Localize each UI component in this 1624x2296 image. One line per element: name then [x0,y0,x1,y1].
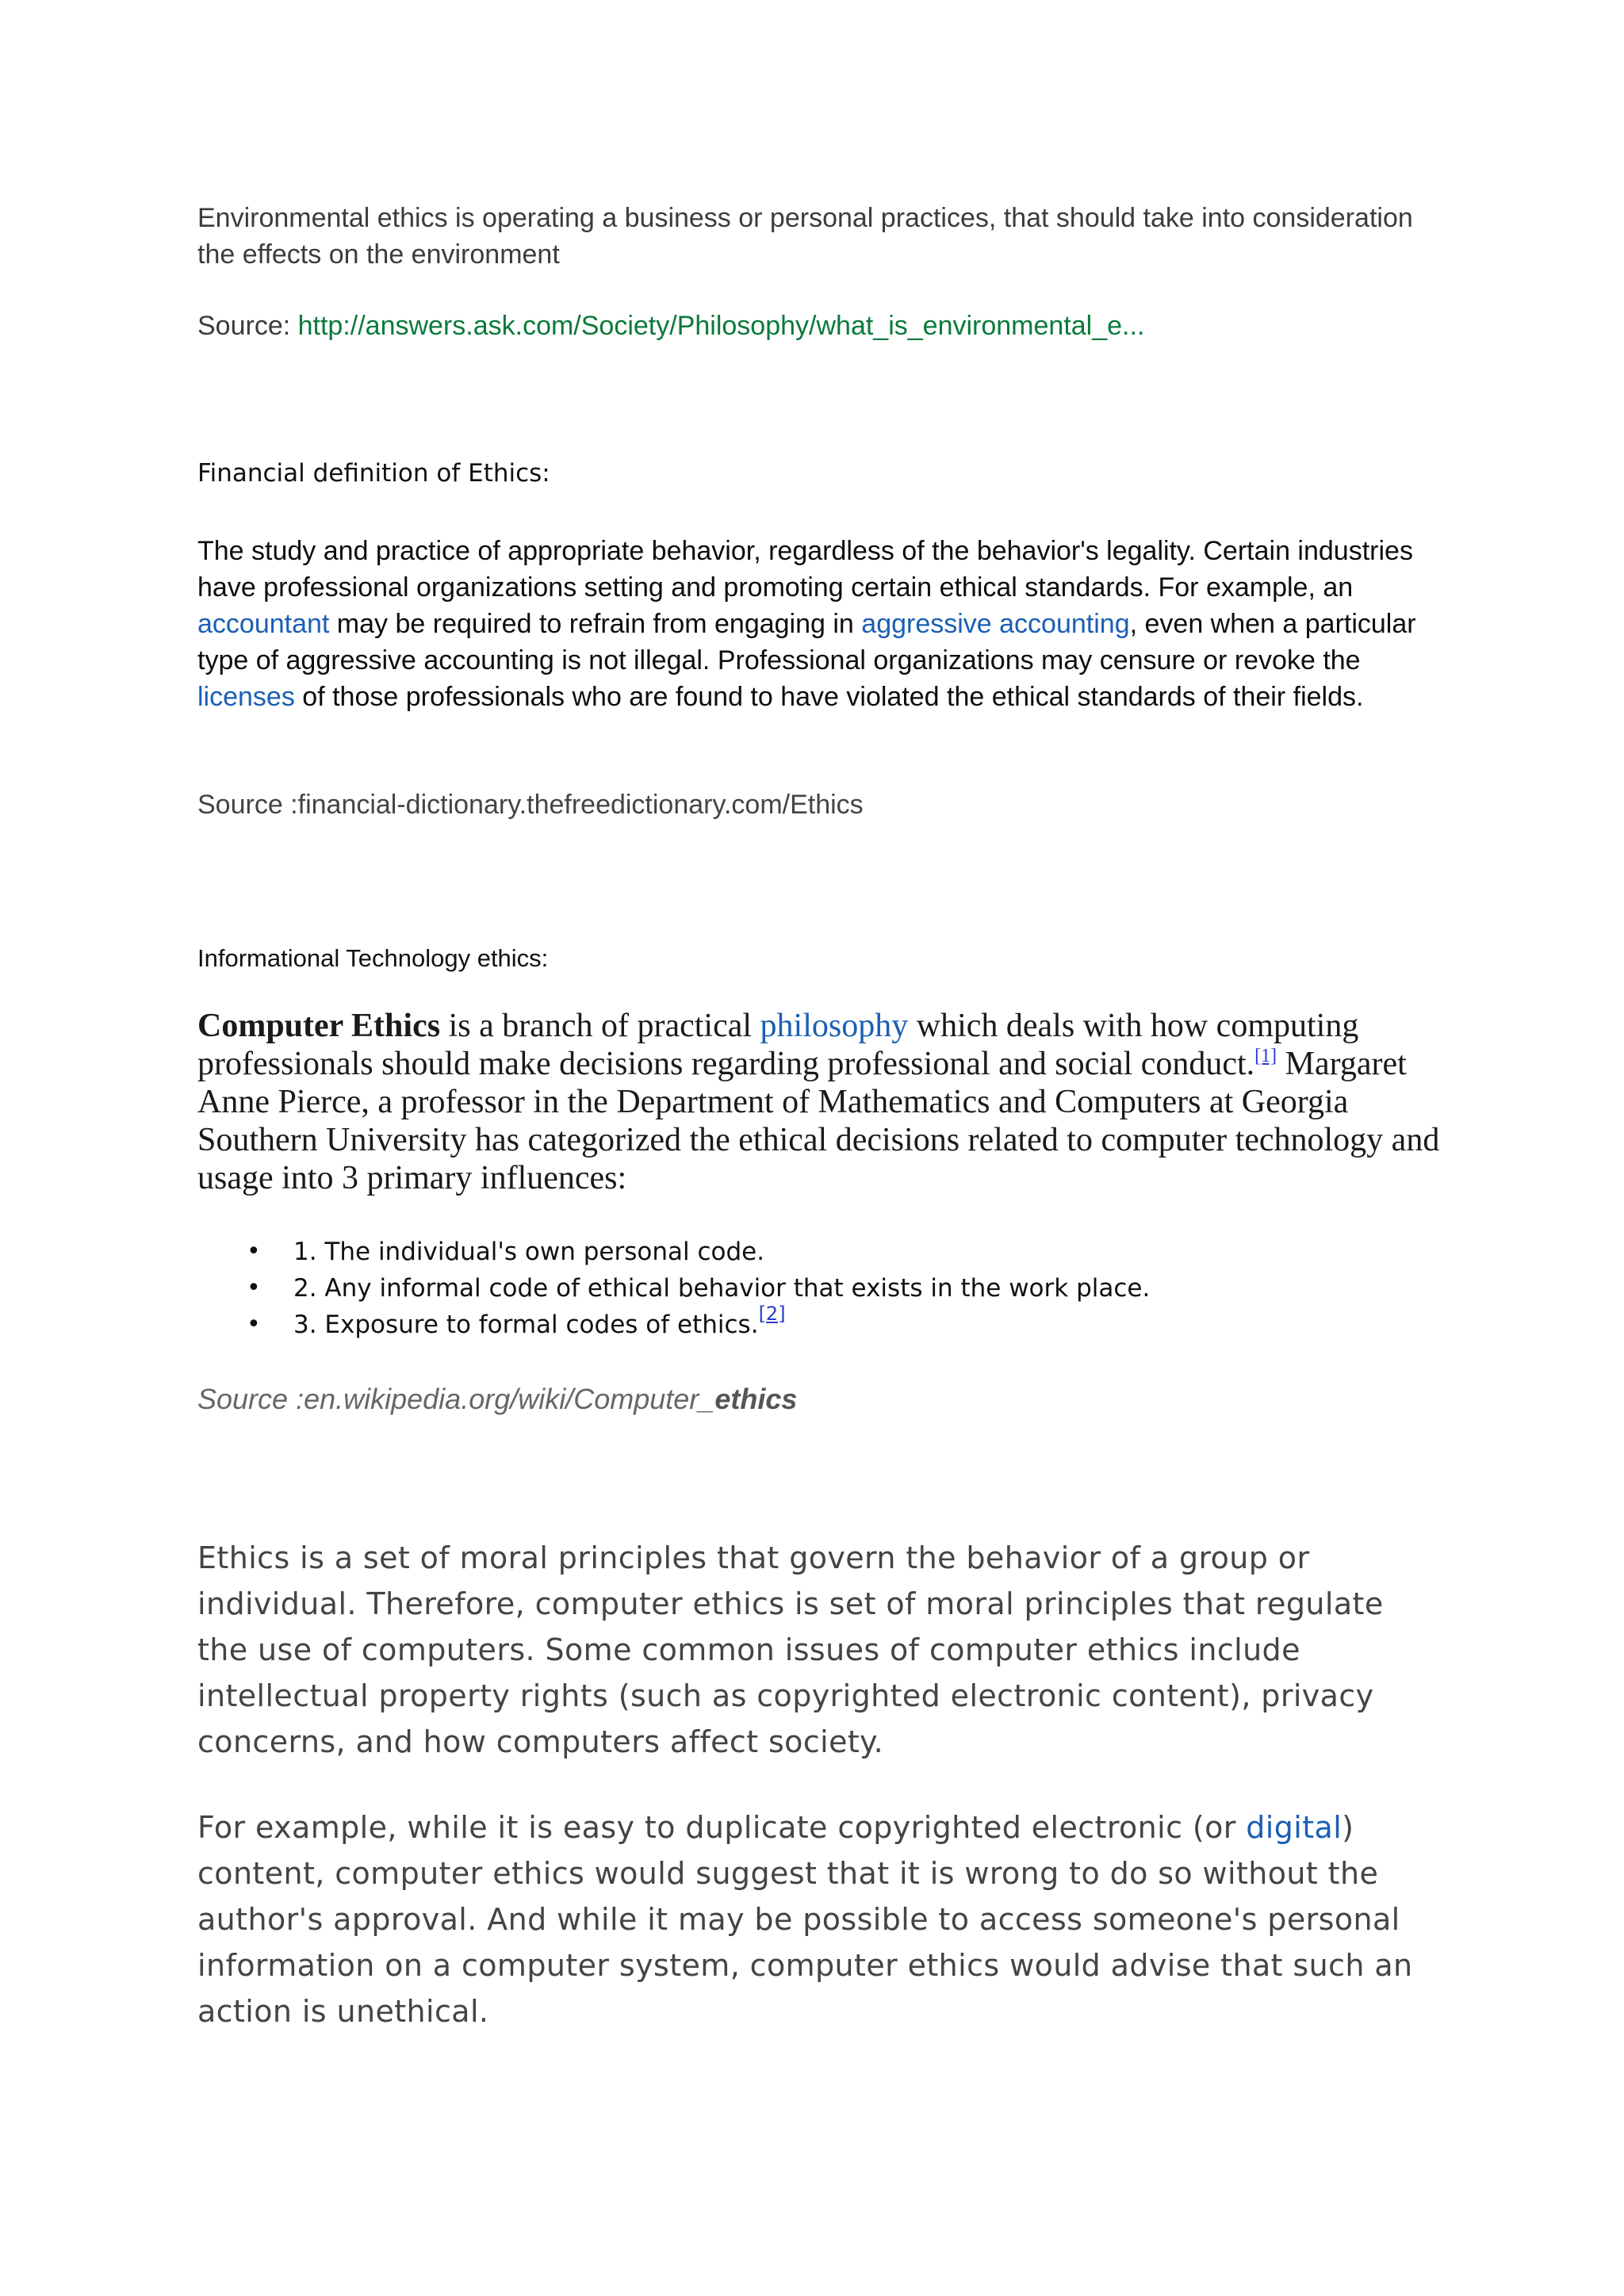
computer-ethics-paragraph-2 [197,1804,1442,2034]
list-item-text: 2. Any informal code of ethical behavior that exists in the work place. [293,1274,1151,1303]
computer-ethics-term: Computer Ethics [197,1008,441,1044]
environmental-ethics-definition: Environmental ethics is operating a business or personal practices, that should take into consideration the effects on the environment [197,203,1413,270]
wikipedia-source-bold: ethics [714,1383,798,1415]
environmental-source-link[interactable]: http://answers.ask.com/Society/Philosophy/what_is_environmental_e... [297,311,1145,341]
financial-text-1: The study and practice of appropriate behavior, regardless of the behavior's legality. Certain industries have professional organizations setting and promoting certain ethical standards. For example, an [197,536,1413,603]
aggressive-accounting-link[interactable]: aggressive accounting [861,609,1130,639]
it-text-2: which deals with how computing professionals should make decisions regarding professional and social conduct. [197,1008,1359,1082]
ce-text-2: ) content, computer ethics would suggest that it is wrong to do so without the author's approval. And while it may be possible to access someone's personal information on a computer system, computer ethics would advise that such an action is unethical. [197,1810,1413,2029]
bullet-icon: • [247,1238,261,1265]
wikipedia-source-prefix: Source :en.wikipedia.org/wiki/Computer_ [197,1383,715,1415]
reference-2-link[interactable]: [2] [758,1303,786,1325]
it-text-1: is a branch of practical [440,1008,760,1044]
licenses-link[interactable]: licenses [197,682,295,712]
ce-text-1: For example, while it is easy to duplicate copyrighted electronic (or [197,1810,1247,1845]
bullet-icon: • [247,1311,261,1338]
financial-text-3: , even when a particular type of aggressive accounting is not illegal. Professional organizations may censure or revoke the [197,609,1416,675]
financial-definition [197,533,1442,715]
environmental-source [197,308,1442,344]
financial-heading: Financial definition of Ethics: [197,459,550,488]
it-ethics-heading: Informational Technology ethics: [197,944,549,972]
digital-link[interactable]: digital [1246,1810,1342,1845]
list-item [197,1234,1442,1270]
reference-1-link[interactable]: [1] [1254,1046,1277,1066]
financial-text-2: may be required to refrain from engaging in [329,609,862,639]
accountant-link[interactable]: accountant [197,609,330,639]
computer-ethics-paragraph-1: Ethics is a set of moral principles that govern the behavior of a group or individual. Therefore, computer ethics is set of moral principles that regulate the use of computers. Some common issues of computer ethics include intellectual property rights (such as copyrighted electronic content), privacy concerns, and how computers affect society. [197,1540,1384,1759]
it-text-3: Margaret Anne Pierce, a professor in the Department of Mathematics and Computers at Georgia Southern University has categorized the ethical decisions related to computer technology and usage into 3 primary influences: [197,1046,1440,1196]
list-item [197,1270,1442,1307]
source-label: Source: [197,311,298,341]
computer-ethics-definition [197,1007,1442,1197]
wikipedia-source [197,1381,1442,1418]
financial-source: Source :financial-dictionary.thefreedictionary.com/Ethics [197,790,864,820]
list-item-text: 3. Exposure to formal codes of ethics. [293,1311,759,1339]
philosophy-link[interactable]: philosophy [760,1008,909,1044]
list-item [197,1303,1442,1343]
financial-text-4: of those professionals who are found to have violated the ethical standards of their fields. [294,682,1364,712]
list-item-text: 1. The individual's own personal code. [293,1238,765,1266]
bullet-icon: • [247,1274,261,1302]
influences-list [197,1234,1442,1343]
